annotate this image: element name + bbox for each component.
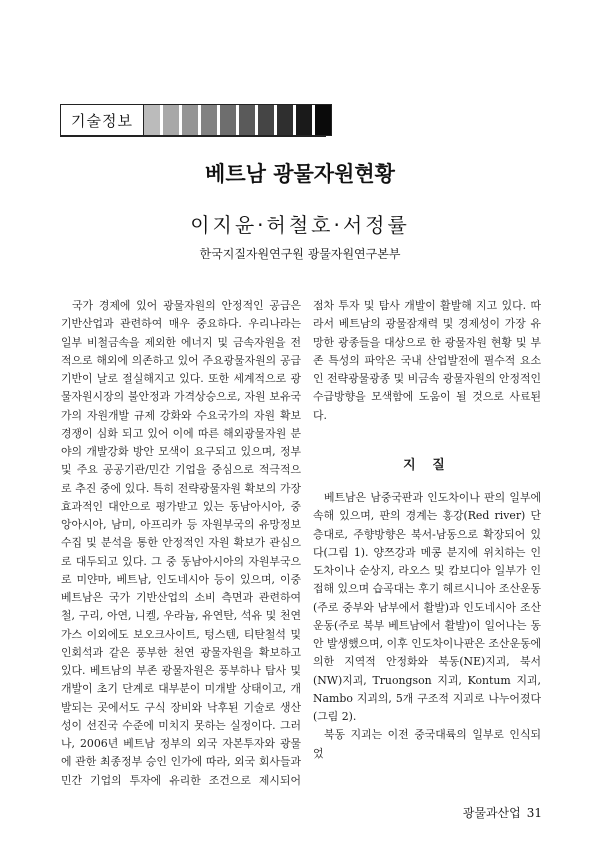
gradient-block — [277, 105, 293, 135]
gradient-block — [296, 105, 312, 135]
article-affiliation: 한국지질자원연구원 광물자원연구본부 — [199, 247, 401, 261]
geology-paragraph: 북동 지괴는 이전 중국대륙의 일부로 인식되었 — [313, 728, 541, 760]
article-title: 베트남 광물자원현황 — [205, 162, 395, 186]
gradient-block — [239, 105, 255, 135]
journal-name: 광물과산업 — [462, 806, 521, 820]
intro-paragraph-continued: 점차 투자 및 탐사 개발이 활발해 지고 있다. 따라서 베트남의 광물잠재력 및 경제성이 가장 유망한 광종들을 대상으로 한 광물자원 현황 및 부존 특성의 파악은 국내 산업발전에 필수적 요소인 전략광물광종 및 비금속 광물자원의 안정적인 수급방향을 모색함에 도움이 될 것으로 사료된다. — [313, 299, 541, 422]
section-label: 기술정보 — [60, 104, 143, 136]
section-band — [60, 104, 332, 136]
page-footer — [463, 804, 542, 821]
gradient-blocks — [143, 104, 332, 136]
gradient-block — [163, 105, 179, 135]
article-authors: 이지윤·허철호·서정률 — [190, 213, 410, 237]
gradient-block — [201, 105, 217, 135]
section-rule — [60, 136, 326, 137]
body-column-right — [313, 297, 541, 763]
gradient-block — [144, 105, 160, 135]
gradient-block — [182, 105, 198, 135]
gradient-block — [315, 105, 331, 135]
intro-paragraph: 국가 경제에 있어 광물자원의 안정적인 공급은 기반산업과 관련하여 매우 중요하다. 우리나라는 일부 비철금속을 제외한 에너지 및 금속자원을 전적으로 해외에 의존하고 있어 주요광물자원의 공급기반이 날로 절실해지고 있다. 또한 세계적으로 광물자원시장의 불안정과 가격상승으로, 자원 보유국가의 자원개발 규제 강화와 수요국가의 자원 확보 경쟁이 심화 되고 있어 이에 따른 해외광물자원 분야의 개발강화 방안 모색이 요구되고 있으며, 정부 및 주요 공공기관/민간 기업을 중심으로 적극적으로 추진 중에 있다. 특히 전략광물자원 확보의 가장 효과적인 대안으로 평가받고 있는 동남아시아, 중앙아시아, 남미, 아프리카 등 자원부국의 유망정보 수집 및 분석을 통한 안정적인 자원 확보가 관심으로 대두되고 있다. 그 중 동남아시아의 자원부국으로 미얀마, 베트남, 인도네시아 등이 있으며, 이중 베트남은 국가 기반산업의 소비 측면과 관련하여 철, 구리, 아연, 니켈, 우라늄, 유연탄, 석유 및 천연가스 이외에도 보오크사이트, 텅스텐, 티탄철석 및 인회석과 같은 풍부한 천연 광물자원을 확보하고 있다. 베트남의 부존 광물자원은 풍부하나 탐사 및 개발이 초기 단계로 대부분이 미개발 상태이고, 개발되는 곳에서도 구식 장비와 낙후된 기술로 생산성이 선진국 수준에 미치지 못하는 실정이다. 그러나, 2006년 베트남 정부의 외국 자본투자와 광물에 관한 최종정부 승인 인가에 따라, 외국 회사들과 민간 기업의 투자에 유리한 조건으로 제시되어 — [61, 299, 301, 787]
page-number: 31 — [526, 805, 542, 820]
geology-heading: 지 질 — [403, 457, 451, 473]
geology-paragraph: 베트남은 남중국판과 인도차이나 판의 일부에 속해 있으며, 판의 경계는 홍강(Red river) 단층대로, 주향방향은 북서-남동으로 확장되어 있다(그림 1). 양쯔강과 메콩 분지에 위치하는 인도차이나 순상지, 라오스 및 캄보디아 일부가 인접해 있으며 습곡대는 후기 헤르시니아 조산운동(주로 중부와 남부에서 활발)과 인도네시아 조산운동(주로 북부 베트남에서 활발)이 일어나는 동안 발생했으며, 이후 인도차이나판은 조산운동에 의한 지역적 안정화와 북동(NE)지괴, 북서(NW)지괴, Truongson 지괴, Kontum 지괴, Nambo 지괴의, 5개 구조적 지괴로 나누어졌다(그림 2). — [313, 491, 541, 723]
gradient-block — [220, 105, 236, 135]
gradient-block — [258, 105, 274, 135]
body-column-left — [61, 297, 301, 790]
